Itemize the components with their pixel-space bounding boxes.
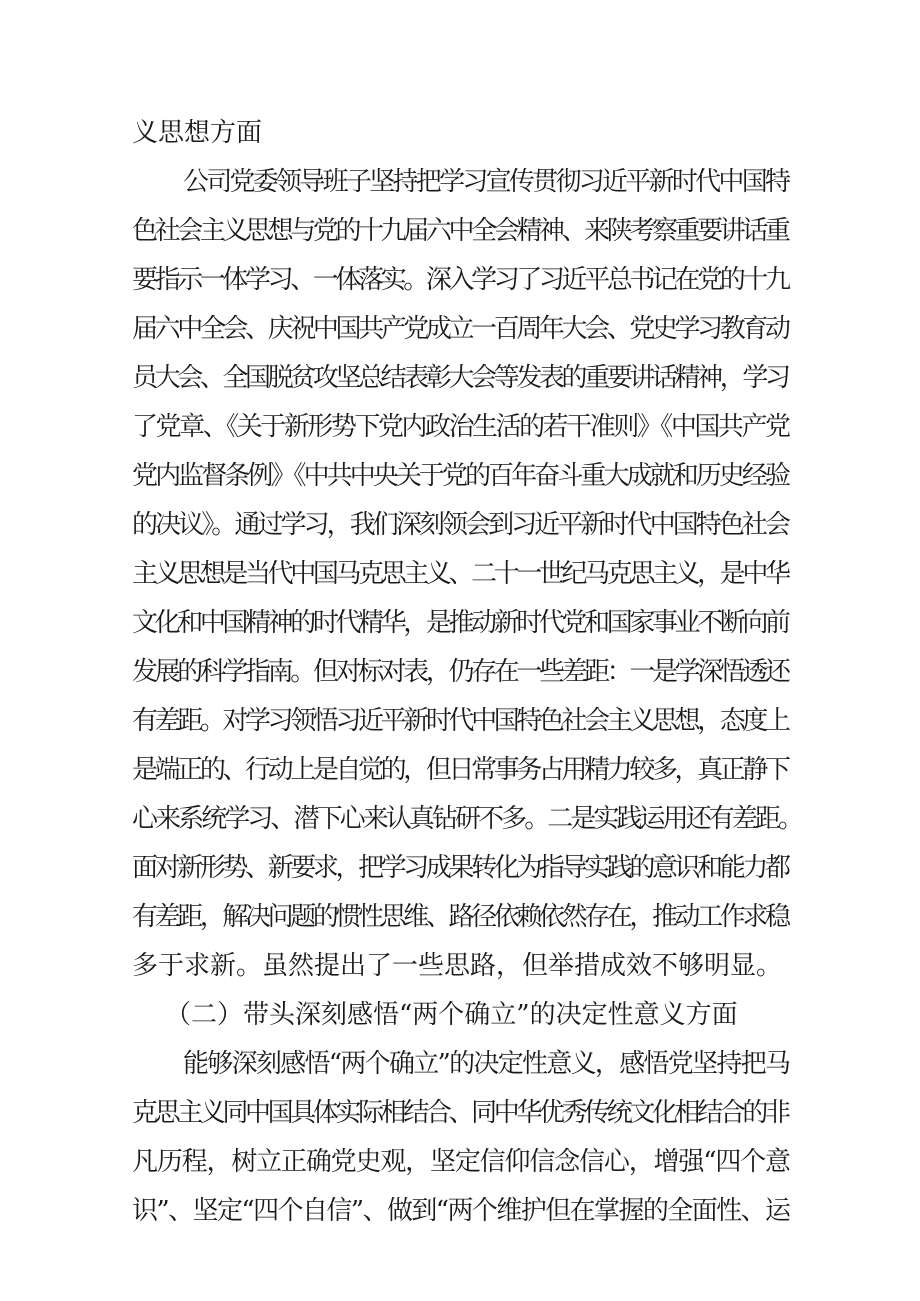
text-line-8: 党内监督条例》《中共中央关于党的百年奋斗重大成就和历史经验 — [132, 461, 789, 491]
text-line-16: 面对新形势、新要求，把学习成果转化为指导实践的意识和能力都 — [132, 853, 788, 883]
text-line-2: 公司党委领导班子坚持把学习宣传贯彻习近平新时代中国特 — [183, 167, 789, 197]
text-line-12: 发展的科学指南。但对标对表，仍存在一些差距：一是学深悟透还 — [132, 657, 788, 687]
section-heading: （二）带头深刻感悟“两个确立”的决定性意义方面 — [165, 1000, 738, 1030]
text-line-15: 心来系统学习、潜下心来认真钻研不多。二是实践运用还有差距。 — [132, 804, 802, 834]
text-line-4: 要指示一体学习、一体落实。深入学习了习近平总书记在党的十九 — [132, 265, 788, 295]
text-line-13: 有差距。对学习领悟习近平新时代中国特色社会主义思想，态度上 — [132, 706, 788, 736]
text-line-6: 员大会、全国脱贫攻坚总结表彰大会等发表的重要讲话精神，学习 — [132, 363, 788, 393]
text-line-7: 了党章、《关于新形势下党内政治生活的若干准则》《中国共产党 — [132, 412, 789, 442]
text-line-11: 文化和中国精神的时代精华，是推动新时代党和国家事业不断向前 — [132, 608, 788, 638]
text-line-1: 义思想方面 — [132, 118, 263, 148]
text-line-5: 届六中全会、庆祝中国共产党成立一百周年大会、党史学习教育动 — [132, 314, 788, 344]
text-line-10: 主义思想是当代中国马克思主义、二十一世纪马克思主义，是中华 — [132, 559, 788, 589]
text-line-9: 的决议》。通过学习，我们深刻领会到习近平新时代中国特色社会 — [132, 510, 789, 540]
text-line-14: 是端正的、行动上是自觉的，但日常事务占用精力较多，真正静下 — [132, 755, 788, 785]
text-line-3: 色社会主义思想与党的十九届六中全会精神、来陕考察重要讲话重 — [132, 216, 788, 246]
text-line-18: 多于求新。虽然提出了一些思路，但举措成效不够明显。 — [132, 951, 783, 981]
text-line-17: 有差距，解决问题的惯性思维、路径依赖依然存在，推动工作求稳 — [132, 902, 788, 932]
text-line-20: 能够深刻感悟“两个确立”的决定性意义，感悟党坚持把马 — [183, 1049, 790, 1079]
text-line-21: 克思主义同中国具体实际相结合、同中华优秀传统文化相结合的非 — [132, 1098, 788, 1128]
text-line-22: 凡历程，树立正确党史观，坚定信仰信念信心，增强“四个意 — [132, 1147, 790, 1177]
text-line-23: 识”、坚定“四个自信”、做到“两个维护但在掌握的全面性、运 — [132, 1196, 790, 1226]
